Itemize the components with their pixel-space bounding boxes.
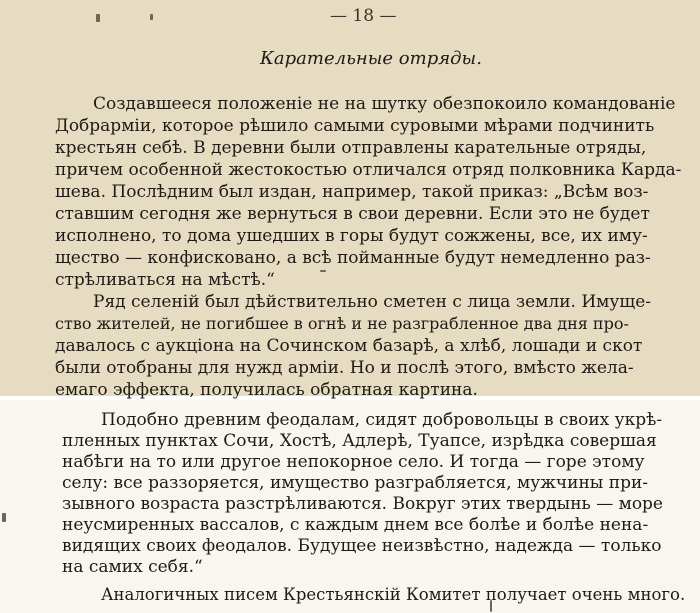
text-line: на самих себя.“ (62, 557, 203, 577)
text-line: селу: все раззоряется, имущество разграбляется, мужчины при- (62, 473, 649, 493)
text-line: емаго эффекта, получилась обратная картина. (55, 380, 478, 400)
text-line: видящих своих феодалов. Будущее неизвѣстно, надежда — только (62, 536, 662, 556)
text-line: неусмиренных вассалов, с каждым днем все болѣе и болѣе нена- (62, 515, 649, 535)
text-line: были отобраны для нужд армiи. Но и послѣ этого, вмѣсто жела- (55, 358, 634, 378)
text-line: давалось с аукцiона на Сочинском базарѣ, а хлѣб, лошади и скот (55, 336, 643, 356)
scan-speck (96, 14, 100, 22)
text-line: стрѣливаться на мѣстѣ.“ (55, 270, 275, 290)
scan-speck (150, 14, 153, 20)
text-line: зывного возраста разстрѣливаются. Вокруг этих твердынь — море (62, 494, 663, 514)
text-line: набѣги на то или другое непокорное село. И тогда — горе этому (62, 452, 645, 472)
text-line: Подобно древним феодалам, сидят добровольцы в своих укрѣ- (101, 410, 663, 430)
text-line: крестьян себѣ. В деревни были отправлены карательные отряды, (55, 138, 647, 158)
text-line: причем особенной жестокостью отличался отряд полковника Карда- (55, 160, 682, 180)
text-line: ставшим сегодня же вернуться в свои деревни. Если это не будет (55, 204, 650, 224)
text-line: Добрармiи, которое рѣшило самыми суровыми мѣрами подчинить (55, 116, 655, 136)
text-line: ство жителей, не погибшее в огнѣ и не разграбленное два дня про- (55, 314, 629, 333)
text-line: исполнено, то дома ушедших в горы будут сожжены, все, их иму- (55, 226, 648, 246)
section-heading: Карательные отряды. (260, 48, 482, 69)
text-line: Создавшееся положенie не на шутку обезпокоило командованie (93, 94, 676, 114)
text-line: пленных пунктах Сочи, Хостѣ, Адлерѣ, Туапсе, изрѣдка совершая (62, 431, 657, 451)
closing-line: Аналогичных писем Крестьянскiй Комитет получает очень много. (101, 585, 686, 604)
text-line: Ряд селенiй был дѣйствительно сметен с лица земли. Имуще- (93, 292, 651, 312)
text-line: щество — конфисковано, а всѣ пойманные будут немедленно раз- (55, 248, 651, 268)
text-line: шева. Послѣдним был издан, например, такой приказ: „Всѣм воз- (55, 182, 649, 202)
scan-speck (2, 513, 6, 522)
page-number: — 18 — (330, 6, 397, 26)
scan-speck (320, 270, 326, 272)
